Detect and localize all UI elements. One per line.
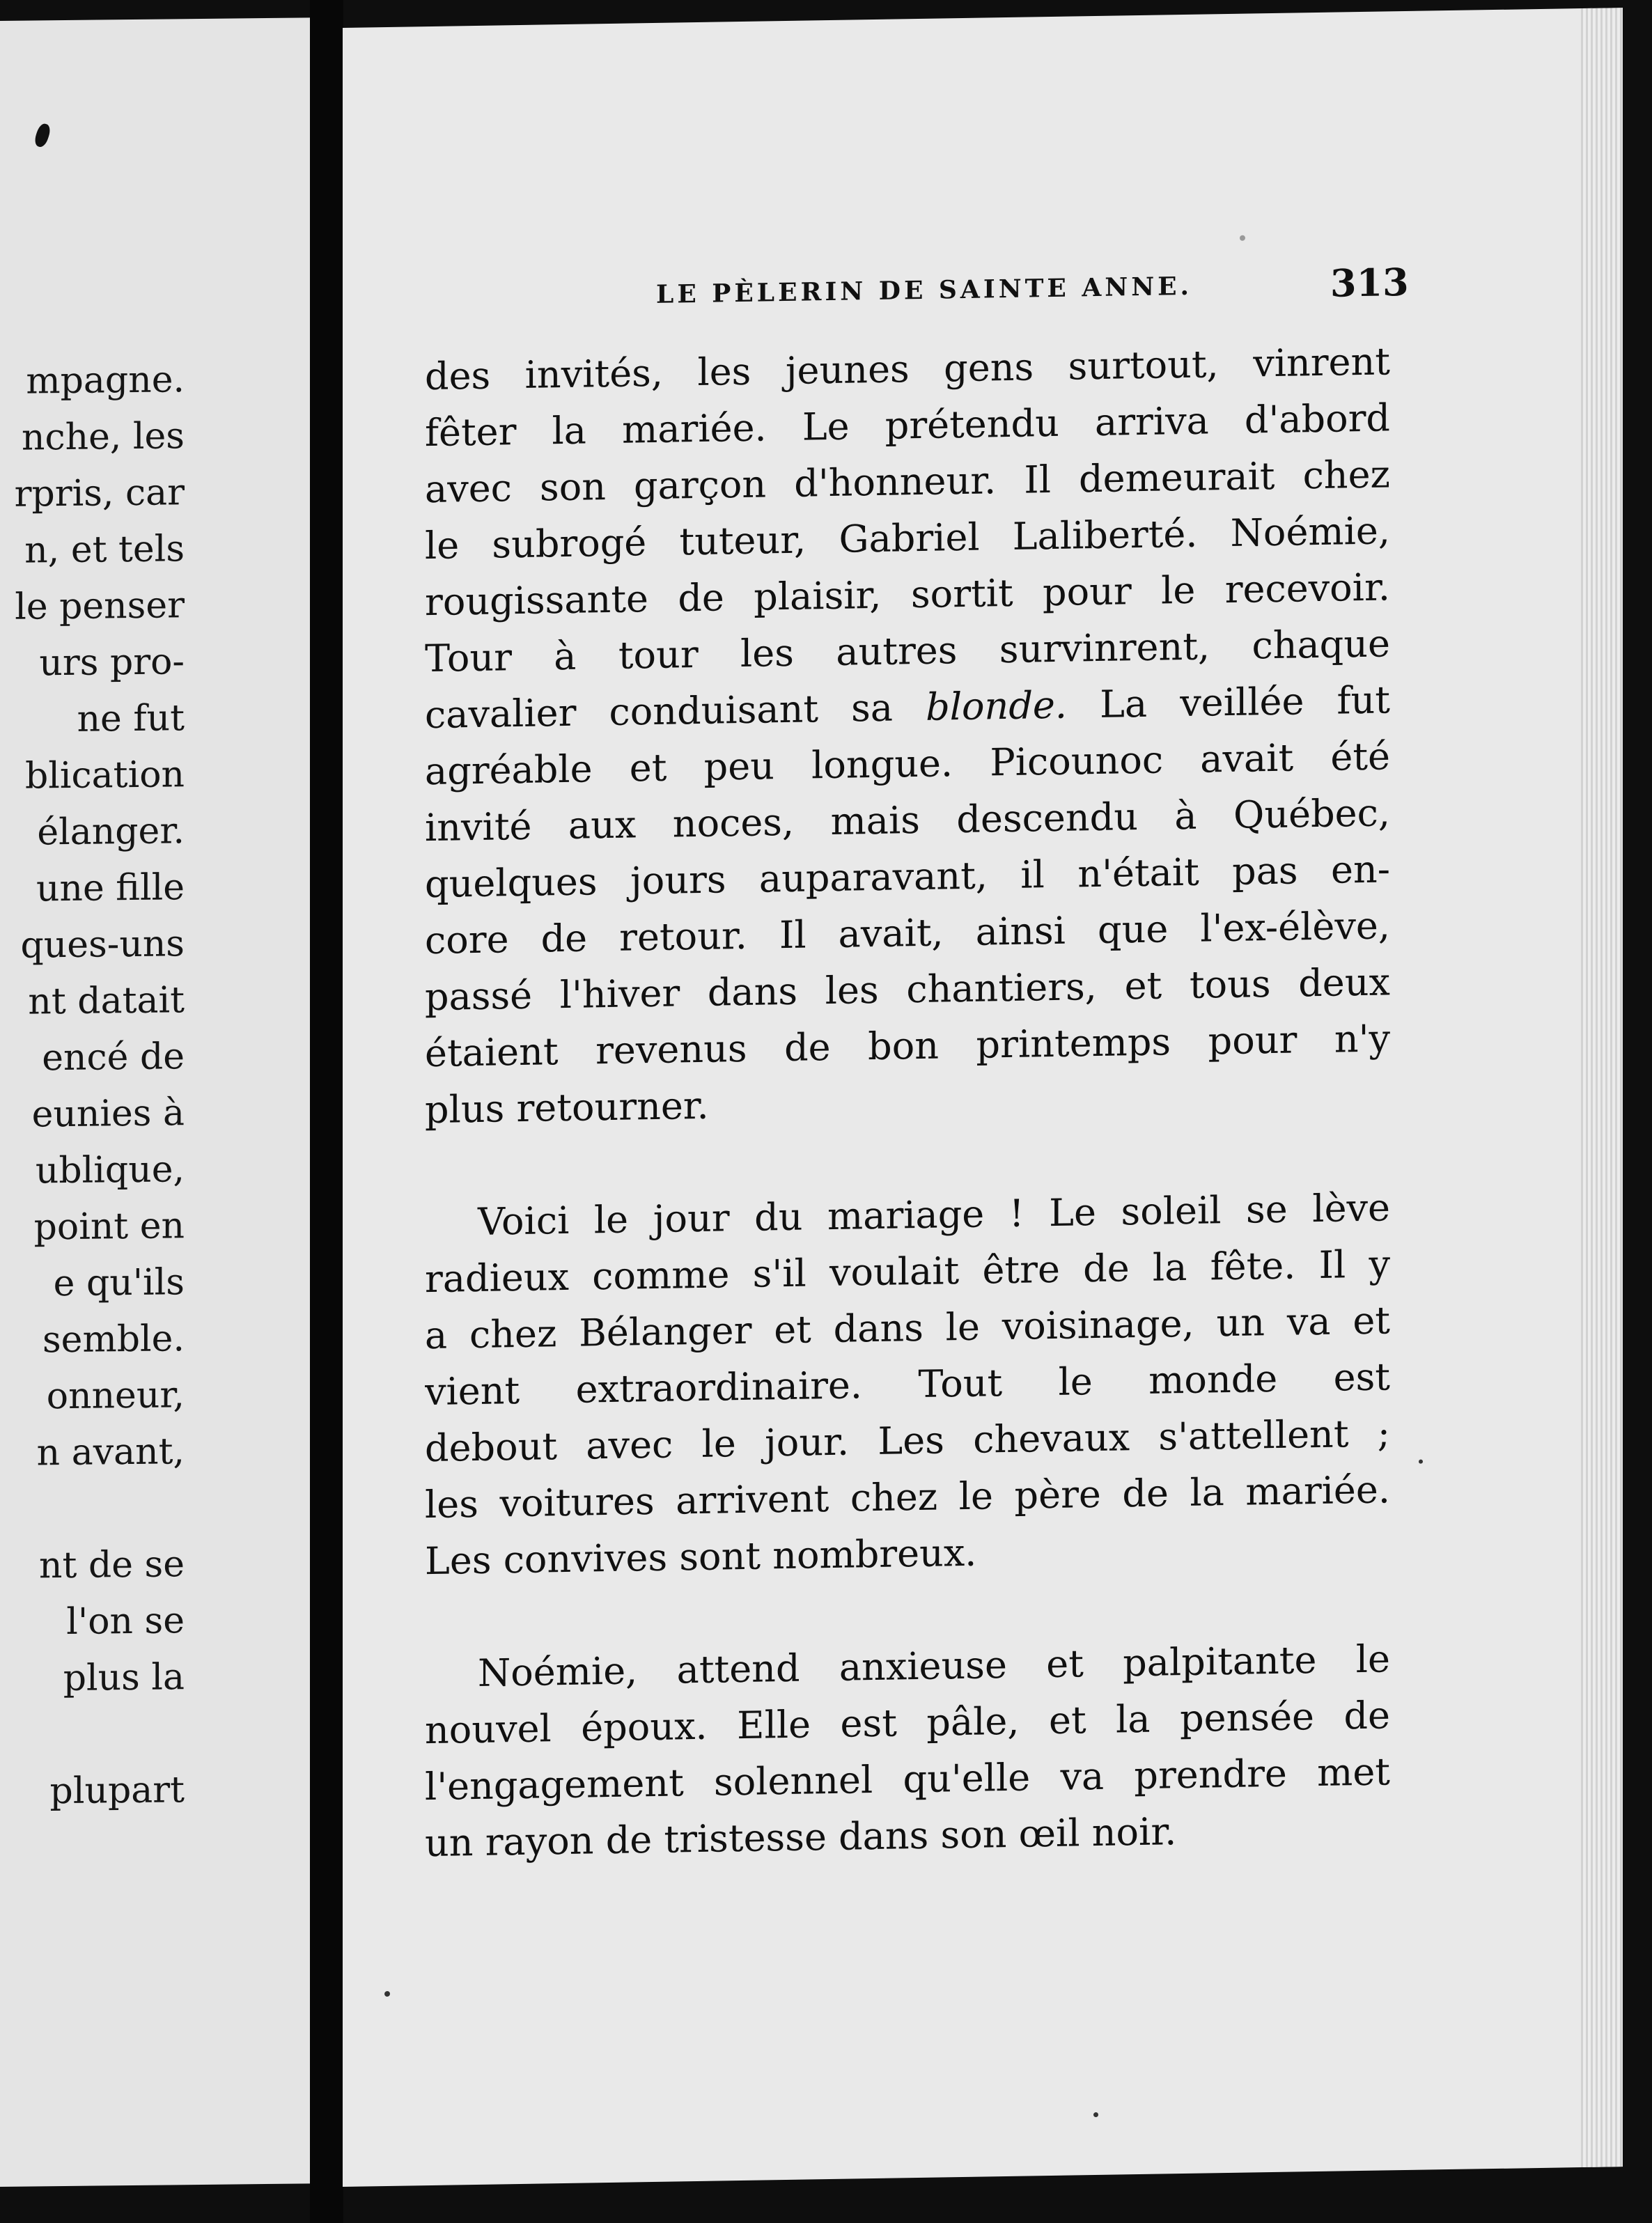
text-run: La veillée fut	[1067, 678, 1390, 727]
text-line: rougissante de plaisir, sortit pour le recevoir.	[425, 565, 1390, 625]
running-title: LE PÈLERIN DE SAINTE ANNE.	[656, 271, 1193, 309]
left-page-line	[15, 1480, 185, 1538]
left-page-line: rpris, car	[14, 471, 185, 515]
speck	[1419, 1460, 1423, 1464]
left-page-line: point en	[33, 1205, 185, 1249]
text-line: Tour à tour les autres survinrent, chaque	[425, 621, 1390, 681]
text-line: Noémie, attend anxieuse et palpitante le	[478, 1637, 1390, 1695]
left-page-line: élanger.	[37, 810, 185, 854]
text-line: Les convives sont nombreux.	[425, 1530, 977, 1584]
text-line: nouvel époux. Elle est pâle, et la pensée de	[425, 1693, 1390, 1753]
text-line: avec son garçon d'honneur. Il demeurait chez	[425, 452, 1390, 512]
left-page-line: encé de	[42, 1036, 185, 1079]
page-edge	[1581, 8, 1623, 2167]
text-line: les voitures arrivent chez le père de la mariée.	[425, 1467, 1390, 1527]
left-page-line: semble.	[42, 1318, 185, 1362]
text-line: invité aux noces, mais descendu à Québec,	[425, 790, 1390, 850]
left-page-line: onneur,	[46, 1374, 185, 1418]
left-page-line: ublique,	[35, 1148, 185, 1192]
text-run: cavalier conduisant sa	[425, 685, 926, 738]
right-page	[343, 8, 1623, 2187]
left-page-line: plus la	[63, 1656, 185, 1700]
speck	[1093, 2112, 1098, 2117]
paragraph	[425, 333, 1390, 1138]
page-header	[343, 259, 1409, 309]
book-gutter	[310, 0, 343, 2223]
text-line: plus retourner.	[425, 1083, 709, 1132]
text-line: vient extraordinaire. Tout le monde est	[425, 1355, 1390, 1414]
body-text	[425, 333, 1390, 1871]
left-page-line: urs pro-	[39, 641, 185, 685]
left-page-line: n, et tels	[24, 528, 185, 572]
left-page-line: une fille	[36, 866, 185, 910]
text-line: Voici le jour du mariage ! Le soleil se lève	[478, 1185, 1390, 1244]
text-line: des invités, les jeunes gens surtout, vinrent	[425, 339, 1390, 399]
left-page-line: blication	[25, 754, 185, 797]
text-line: a chez Bélanger et dans le voisinage, un va et	[425, 1298, 1390, 1358]
text-line: étaient revenus de bon printemps pour n'y	[425, 1016, 1390, 1076]
left-page-line: l'on se	[66, 1600, 185, 1644]
left-page-line	[15, 1706, 185, 1764]
text-line: le subrogé tuteur, Gabriel Laliberté. Noémie,	[425, 508, 1390, 568]
text-line: un rayon de tristesse dans son œil noir.	[425, 1809, 1177, 1866]
left-page-line: le penser	[15, 584, 185, 628]
text-line: agréable et peu longue. Picounoc avait été	[425, 734, 1390, 794]
text-line: passé l'hiver dans les chantiers, et tous deux	[425, 960, 1390, 1020]
left-page-line: nt datait	[28, 979, 185, 1023]
paragraph	[425, 1630, 1390, 1871]
left-page-line: eunies à	[31, 1092, 185, 1136]
left-page-line: nt de se	[39, 1543, 185, 1587]
speck	[1240, 235, 1245, 241]
text-line: quelques jours auparavant, il n'était pas en-	[425, 847, 1390, 907]
text-line: debout avec le jour. Les chevaux s'attellent ;	[425, 1411, 1390, 1471]
left-page	[0, 17, 310, 2187]
italic-word: blonde.	[926, 682, 1068, 729]
text-line: radieux comme s'il voulait être de la fête. Il y	[425, 1242, 1390, 1302]
page-number: 313	[1330, 259, 1409, 306]
left-page-line: plupart	[49, 1769, 185, 1813]
text-line: fêter la mariée. Le prétendu arriva d'abord	[425, 396, 1390, 455]
paragraph	[425, 1179, 1390, 1589]
left-page-line: n avant,	[36, 1430, 185, 1474]
text-line: l'engagement solennel qu'elle va prendre met	[425, 1749, 1390, 1809]
left-page-text	[15, 352, 185, 1820]
left-page-line: ques-uns	[20, 923, 185, 967]
speck	[384, 1991, 390, 1997]
left-page-line: e qu'ils	[53, 1261, 185, 1305]
text-line: core de retour. Il avait, ainsi que l'ex-élève,	[425, 903, 1390, 963]
left-page-line: mpagne.	[26, 359, 185, 403]
left-page-line: ne fut	[77, 697, 185, 740]
left-page-line: nche, les	[21, 415, 185, 459]
ink-mark	[33, 122, 52, 148]
